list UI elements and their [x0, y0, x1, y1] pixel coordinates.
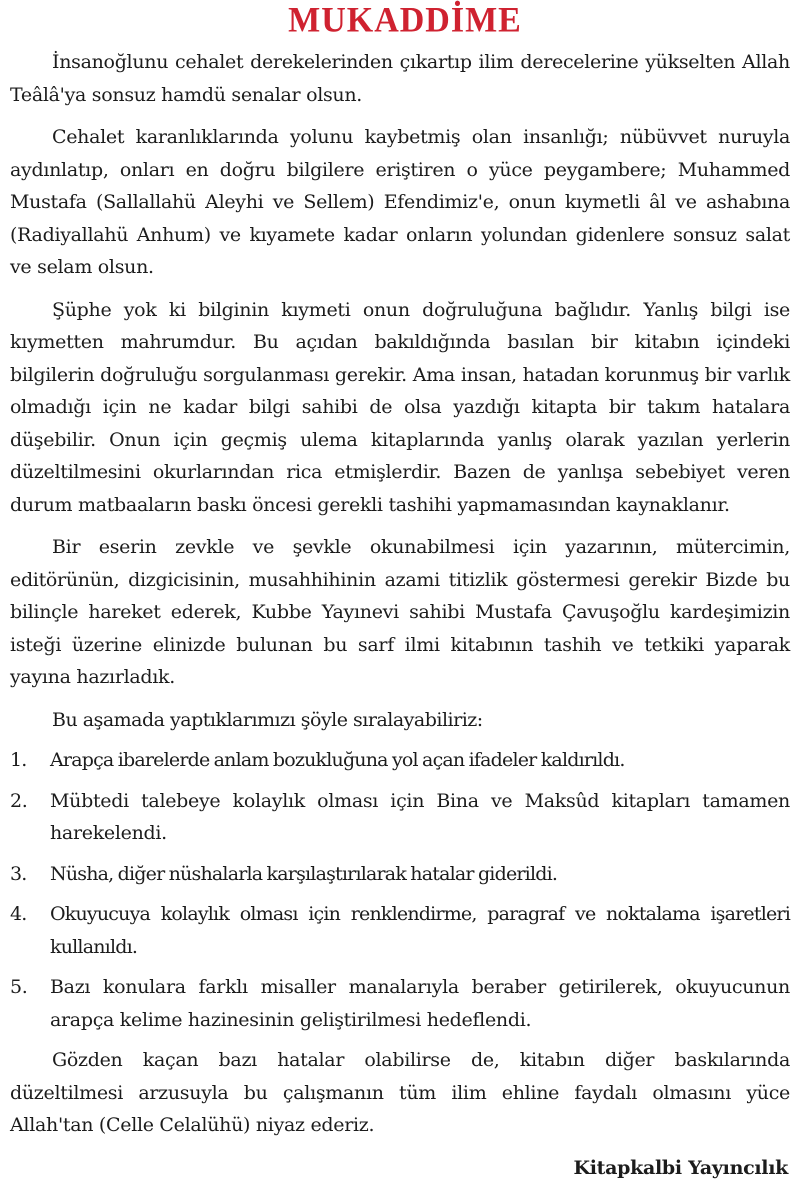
list-item-number: 3.: [10, 862, 27, 885]
list-intro: Bu aşamada yaptıklarımızı şöyle sıralayabiliriz:: [52, 708, 483, 731]
paragraph-knowledge: Şüphe yok ki bilginin kıymeti onun doğruluğuna bağlıdır. Yanlış bilgi ise kıymetten mahrumdur. Bu açıdan bakıldığında basılan bir kitabın içindeki bilgilerin doğruluğu sorgulanması gerekir. Ama insan, hatadan korunmuş bir varlık olmadığı için ne kadar bilgi sahibi de olsa yazdığı kitapta bir takım hatalara düşebilir. Onun için geçmiş ulema kitaplarında yanlış olarak yazılan yerlerin düzeltilmesini okurlarından rica etmişlerdir. Bazen de yanlışa sebebiyet veren durum matbaaların baskı öncesi gerekli tashihi yapmamasından kaynaklanır.: [10, 298, 790, 516]
list-item-text: Bazı konulara farklı misaller manalarıyla beraber getirilerek, okuyucunun arapça kelime hazinesinin geliştirilmesi hedeflendi.: [50, 976, 790, 1031]
document-page: [10, 0, 790, 1184]
page-title: MUKADDİME: [288, 1, 522, 40]
list-item-number: 5.: [10, 976, 28, 998]
list-item: [10, 858, 790, 891]
list-item-text: Nüsha, diğer nüshalarla karşılaştırılarak hatalar giderildi.: [50, 862, 558, 885]
list-item: [10, 744, 790, 777]
list-item: [10, 971, 790, 1036]
list-item-number: 1.: [10, 749, 27, 771]
work-list: [10, 744, 790, 1036]
paragraph-preparation: Bir eserin zevkle ve şevkle okunabilmesi için yazarının, mütercimin, editörünün, dizgicisinin, musahhihinin azami titizlik göstermesi gerekir Bizde bu bilinçle hareket ederek, Kubbe Yayınevi sahibi Mustafa Çavuşoğlu kardeşimizin isteği üzerine elinizde bulunan bu sarf ilmi kitabının tashih ve tetkiki yaparak yayına hazırladık.: [10, 536, 790, 688]
list-item-text: Arapça ibarelerde anlam bozukluğuna yol açan ifadeler kaldırıldı.: [50, 749, 625, 771]
list-item-text: Mübtedi talebeye kolaylık olması için Bina ve Maksûd kitapları tamamen harekelendi.: [50, 789, 790, 844]
paragraph-salutation: Cehalet karanlıklarında yolunu kaybetmiş olan insanlığı; nübüvvet nuruyla aydınlatıp, onları en doğru bilgilere eriştiren o yüce peygambere; Muhammed Mustafa (Sallallahü Aleyhi ve Sellem) Efendimiz'e, onun kıymetli âl ve ashabına (Radiyallahü Anhum) ve kıyamete kadar onların yolundan gidenlere sonsuz salat ve selam olsun.: [10, 126, 790, 278]
list-item: [10, 898, 790, 963]
list-item-number: 2.: [10, 789, 28, 812]
publisher-signature: Kitapkalbi Yayıncılık: [573, 1156, 788, 1179]
paragraph-praise: İnsanoğlunu cehalet derekelerinden çıkartıp ilim derecelerine yükselten Allah Teâlâ'ya sonsuz hamdü senalar olsun.: [10, 51, 790, 106]
paragraph-closing: Gözden kaçan bazı hatalar olabilirse de, kitabın diğer baskılarında düzeltilmesi arzusuyla bu çalışmanın tüm ilim ehline faydalı olmasını yüce Allah'tan (Celle Celalühü) niyaz ederiz.: [10, 1049, 790, 1136]
list-item-text: Okuyucuya kolaylık olması için renklendirme, paragraf ve noktalama işaretleri kullanıldı.: [50, 903, 790, 958]
list-item: [10, 785, 790, 850]
list-item-number: 4.: [10, 903, 27, 925]
